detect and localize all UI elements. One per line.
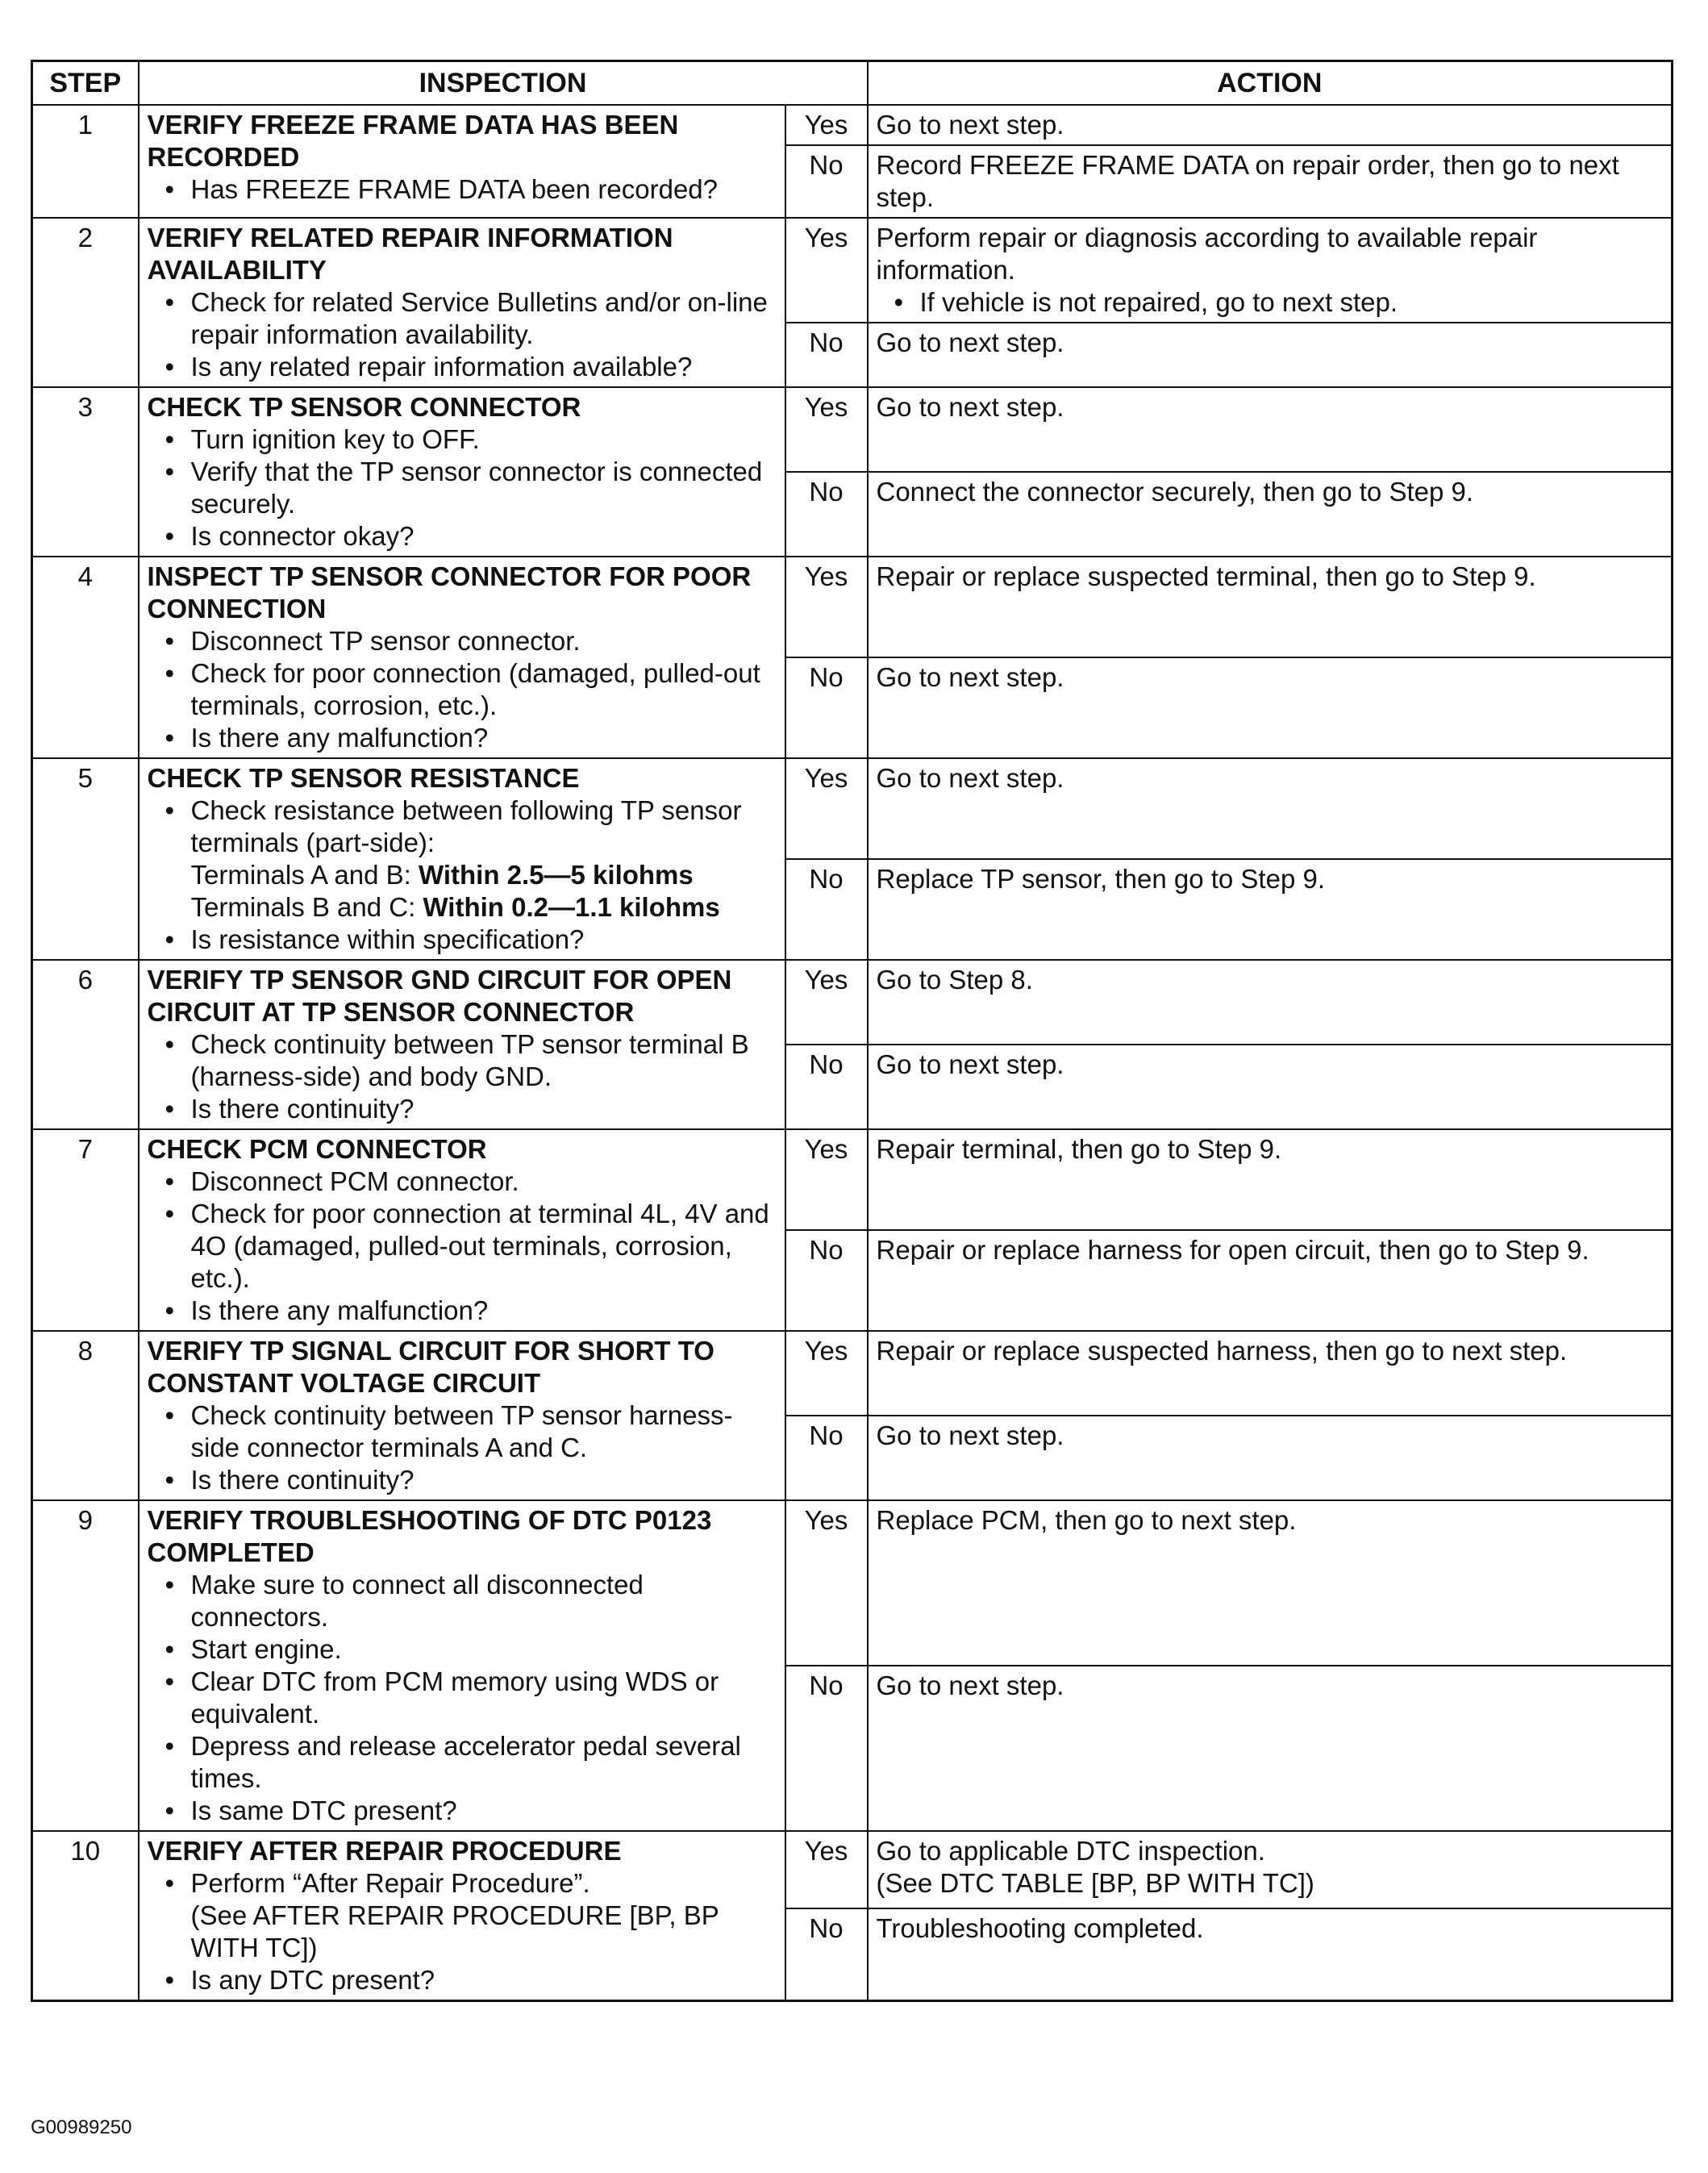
action-no: Record FREEZE FRAME DATA on repair order, then go to next step. [868,145,1673,218]
header-step: STEP [32,61,139,106]
no-label: No [785,1666,868,1831]
yes-label: Yes [785,1500,868,1666]
inspection-cell [139,557,785,758]
inspection-title: CHECK PCM CONNECTOR [147,1134,487,1164]
action-no: Go to next step. [868,1666,1673,1831]
yes-label: Yes [785,218,868,323]
inspection-item: • Has FREEZE FRAME DATA been recorded? [191,173,777,206]
inspection-cell [139,1331,785,1500]
spec-a-label: Terminals A and B: [190,860,419,890]
inspection-item: • Clear DTC from PCM memory using WDS or equivalent. [191,1666,777,1730]
step-number: 4 [32,557,139,758]
inspection-list [148,423,777,553]
inspection-item: • Check for related Service Bulletins and/or on-line repair information availability. [191,286,777,351]
yes-label: Yes [785,1831,868,1908]
yes-label: Yes [785,1129,868,1230]
no-label: No [785,472,868,557]
action-no: Repair or replace harness for open circuit, then go to Step 9. [868,1230,1673,1331]
inspection-cell [139,1129,785,1331]
action-yes: Replace PCM, then go to next step. [868,1500,1673,1666]
inspection-item: • Check continuity between TP sensor terminal B (harness-side) and body GND. [191,1028,777,1093]
yes-label: Yes [785,960,868,1045]
inspection-item [191,1867,777,1964]
inspection-cell [139,387,785,557]
yes-label: Yes [785,758,868,859]
inspection-item: • Is there any malfunction? [191,722,777,754]
no-label: No [785,145,868,218]
action-yes: Repair or replace suspected terminal, then go to Step 9. [868,557,1673,657]
inspection-item: • Is there continuity? [191,1093,777,1125]
action-yes: Repair or replace suspected harness, then go to next step. [868,1331,1673,1416]
action-yes: Go to next step. [868,105,1673,145]
inspection-item: • Check for poor connection (damaged, pulled-out terminals, corrosion, etc.). [191,657,777,722]
inspection-item-text: Check resistance between following TP sensor terminals (part-side): [190,795,742,857]
inspection-item-text: Perform “After Repair Procedure”. [190,1868,590,1898]
no-label: No [785,1045,868,1129]
action-yes: Repair terminal, then go to Step 9. [868,1129,1673,1230]
inspection-list [148,1399,777,1496]
inspection-cell [139,218,785,387]
no-label: No [785,1230,868,1331]
inspection-cell [139,1831,785,2001]
diagnostic-table [31,60,1673,2002]
inspection-item-sub: (See AFTER REPAIR PROCEDURE [BP, BP WITH TC]) [190,1900,719,1962]
header-inspection: INSPECTION [139,61,868,106]
table-row [32,960,1673,1045]
action-no: Go to next step. [868,1416,1673,1500]
action-yes: Go to next step. [868,387,1673,472]
no-label: No [785,657,868,758]
table-row [32,218,1673,323]
table-row [32,1129,1673,1230]
inspection-item: • Turn ignition key to OFF. [191,423,777,456]
inspection-title: CHECK TP SENSOR CONNECTOR [147,392,581,422]
action-yes-cell [868,218,1673,323]
inspection-item: • Is resistance within specification? [191,924,777,956]
yes-label: Yes [785,105,868,145]
inspection-title: VERIFY TP SIGNAL CIRCUIT FOR SHORT TO CONSTANT VOLTAGE CIRCUIT [147,1336,714,1398]
inspection-title: VERIFY RELATED REPAIR INFORMATION AVAILABILITY [147,223,673,285]
action-yes: Go to applicable DTC inspection. [876,1836,1265,1866]
inspection-title: VERIFY AFTER REPAIR PROCEDURE [147,1836,622,1866]
action-yes: Perform repair or diagnosis according to available repair information. [876,223,1538,285]
inspection-item: • Verify that the TP sensor connector is connected securely. [191,456,777,520]
table-row [32,758,1673,859]
spec-line-a [191,859,777,891]
action-no: Replace TP sensor, then go to Step 9. [868,859,1673,960]
action-list [877,286,1664,319]
inspection-list [148,1867,777,1996]
step-number: 1 [32,105,139,218]
inspection-item: • Is connector okay? [191,520,777,553]
inspection-list [148,173,777,206]
inspection-title: VERIFY FREEZE FRAME DATA HAS BEEN RECORDED [147,110,679,172]
inspection-list [148,795,777,956]
no-label: No [785,1908,868,2001]
inspection-item [191,795,777,924]
action-item: • If vehicle is not repaired, go to next step. [920,286,1664,319]
inspection-title: VERIFY TROUBLESHOOTING OF DTC P0123 COMPLETED [147,1505,712,1567]
step-number: 5 [32,758,139,960]
inspection-title: INSPECT TP SENSOR CONNECTOR FOR POOR CONNECTION [147,561,752,624]
inspection-item: • Is any related repair information available? [191,351,777,383]
table-row [32,557,1673,657]
no-label: No [785,859,868,960]
action-no: Go to next step. [868,1045,1673,1129]
action-no: Go to next step. [868,323,1673,387]
step-number: 9 [32,1500,139,1831]
inspection-item: • Is there any malfunction? [191,1295,777,1327]
action-no: Go to next step. [868,657,1673,758]
action-no: Troubleshooting completed. [868,1908,1673,2001]
inspection-list [148,1166,777,1327]
action-yes-sub: (See DTC TABLE [BP, BP WITH TC]) [876,1868,1314,1898]
inspection-list [148,1028,777,1125]
step-number: 3 [32,387,139,557]
inspection-item: • Make sure to connect all disconnected connectors. [191,1569,777,1633]
table-row [32,1331,1673,1416]
inspection-cell [139,1500,785,1831]
header-action: ACTION [868,61,1673,106]
spec-line-b [191,891,777,924]
action-yes: Go to next step. [868,758,1673,859]
inspection-cell [139,105,785,218]
yes-label: Yes [785,1331,868,1416]
action-yes-cell [868,1831,1673,1908]
inspection-item: • Is same DTC present? [191,1795,777,1827]
figure-code: G00989250 [31,2117,132,2138]
table-row [32,105,1673,145]
no-label: No [785,1416,868,1500]
inspection-item: • Start engine. [191,1633,777,1666]
step-number: 6 [32,960,139,1129]
step-number: 7 [32,1129,139,1331]
inspection-item: • Disconnect TP sensor connector. [191,625,777,657]
yes-label: Yes [785,387,868,472]
action-no: Connect the connector securely, then go to Step 9. [868,472,1673,557]
inspection-item: • Check continuity between TP sensor harness-side connector terminals A and C. [191,1399,777,1464]
inspection-title: VERIFY TP SENSOR GND CIRCUIT FOR OPEN CIRCUIT AT TP SENSOR CONNECTOR [147,965,732,1027]
inspection-cell [139,758,785,960]
inspection-title: CHECK TP SENSOR RESISTANCE [147,763,580,793]
action-yes: Go to Step 8. [868,960,1673,1045]
spec-a-value: Within 2.5—5 kilohms [418,860,694,890]
spec-b-label: Terminals B and C: [190,892,423,922]
no-label: No [785,323,868,387]
inspection-item: • Check for poor connection at terminal 4L, 4V and 4O (damaged, pulled-out terminals, corrosion, etc.). [191,1198,777,1295]
table-row [32,1831,1673,1908]
step-number: 8 [32,1331,139,1500]
step-number: 10 [32,1831,139,2001]
spec-b-value: Within 0.2—1.1 kilohms [423,892,720,922]
inspection-list [148,625,777,754]
inspection-list [148,286,777,383]
table-row [32,1500,1673,1666]
step-number: 2 [32,218,139,387]
table-row [32,387,1673,472]
inspection-cell [139,960,785,1129]
inspection-item: • Depress and release accelerator pedal several times. [191,1730,777,1795]
yes-label: Yes [785,557,868,657]
inspection-item: • Is any DTC present? [191,1964,777,1996]
inspection-item: • Is there continuity? [191,1464,777,1496]
inspection-item: • Disconnect PCM connector. [191,1166,777,1198]
table-header-row [32,61,1673,106]
inspection-list [148,1569,777,1827]
